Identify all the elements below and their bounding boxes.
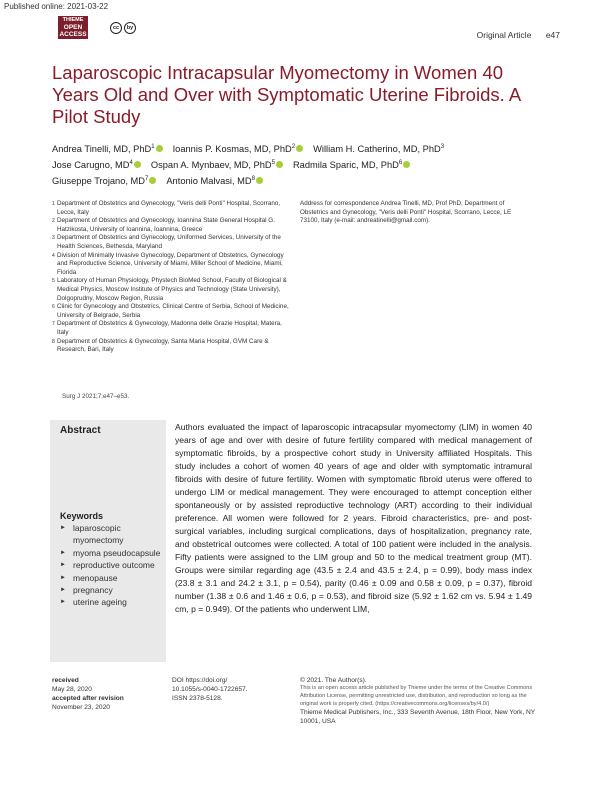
doi-line-2[interactable]: 10.1055/s-0040-1722657. xyxy=(172,686,248,693)
affiliation-item xyxy=(52,338,292,355)
author-affiliation-number: 4 xyxy=(129,160,133,167)
correspondence-label: Address for correspondence xyxy=(300,200,380,207)
keyword-item: ► myoma pseudocapsule xyxy=(60,547,164,559)
author-name: Radmila Sparic, MD, PhD xyxy=(292,160,399,171)
author-affiliation-number: 3 xyxy=(440,144,445,150)
citation: Surg J 2021;7:e47–e53. xyxy=(62,393,130,400)
copyright-block xyxy=(300,676,540,726)
author-name: Giuseppe Trojano, MD xyxy=(52,176,146,187)
orcid-icon[interactable] xyxy=(276,161,283,168)
affiliation-item xyxy=(52,234,292,251)
received-dates xyxy=(52,676,124,712)
cc-icon: cc xyxy=(110,22,122,34)
orcid-icon[interactable] xyxy=(134,161,141,168)
author-name: Ospan A. Mynbaev, MD, PhD xyxy=(150,160,272,171)
correspondence-text: Andrea Tinelli, MD, Prof PhD, Department of Obstetrics and Gynecology, "Veris delli Ponti" Hospital, Scorrano, Lecce, LE 73100, Italy (e-mail: andreatinelli@gmail.com). xyxy=(300,200,512,225)
orcid-icon[interactable] xyxy=(156,145,163,152)
author-list xyxy=(52,140,572,188)
affiliation-number: 2 xyxy=(52,218,55,225)
orcid-icon[interactable] xyxy=(296,145,303,152)
author-row xyxy=(52,172,572,188)
affiliation-number: 1 xyxy=(52,201,55,207)
accepted-date: November 23, 2020 xyxy=(52,704,110,711)
doi-block xyxy=(172,676,248,703)
keyword-item: ► laparoscopic myomectomy xyxy=(60,522,164,547)
accepted-label: accepted after revision xyxy=(52,695,124,702)
affiliation-text: Clinic for Gynecology and Obstetrics, Clinical Centre of Serbia, School of Medicine, University of Belgrade, Serbia xyxy=(57,303,289,319)
author-row xyxy=(52,140,572,156)
abstract-text: Authors evaluated the impact of laparoscopic intracapsular myomectomy (LIM) in women 40 years of age and over with desire of future fertility compared with medical management of symptomatic fibroids, by a prospective cohort study in University affiliated Hospitals. This study includes a cohort of women 40 years of age and older with symptomatic intramural fibroids with desire of future fertility. Women with symptomatic fibroid uterus were offered to undergo LIM or medical management. They were encouraged to attempt conception either spontaneously or by assisted reproductive technology (ART) according to their individual preference. All women were followed for 2 years. Fibroid characteristics, pre- and post-surgical variables, including surgical complications, days of hospitalization, pregnancy rate, and obstetrical outcomes were collected. A total of 100 patient were included in the analysis. Fifty patients were assigned to the LIM group and 50 to the medical treatment group (MT). Groups were similar regarding age (43.5 ± 2.4 and 43.5 ± 2.4, p = 0.99), body mass index (23.8 ± 3.1 and 24.2 ± 3.1, p = 0.54), parity (0.46 ± 0.09 and 0.58 ± 0.09, p = 0.37), fibroid number (1.38 ± 0.6 and 1.46 ± 0.6, p = 0.53), and fibroid size (5.92 ± 1.62 cm vs. 5.94 ± 1.49 cm, p = 0.949). Of the patients who underwent LIM, xyxy=(175,422,532,614)
received-label: received xyxy=(52,677,79,684)
received-date: May 28, 2020 xyxy=(52,686,92,693)
copyright-line: © 2021. The Author(s). xyxy=(300,677,367,684)
affiliation-item xyxy=(52,200,292,217)
affiliation-text: Department of Obstetrics & Gynecology, Santa Maria Hospital, GVM Care & Research, Bari, Italy xyxy=(57,337,269,354)
correspondence xyxy=(300,200,530,226)
author-affiliation-number: 5 xyxy=(271,160,275,167)
orcid-icon[interactable] xyxy=(149,177,156,184)
orcid-icon[interactable] xyxy=(256,177,263,184)
affiliation-text: Department of Obstetrics and Gynecology, "Veris delli Ponti" Hospital, Scorrano, Lecce, Italy xyxy=(57,200,281,216)
cc-license-icons xyxy=(110,22,136,34)
keyword-item: ► pregnancy xyxy=(60,584,164,596)
license-text: This is an open access article published by Thieme under the terms of the Creative Commons Attribution License, permitting unrestricted use, distribution, and reproduction so long as the original work is properly cited. (https://creativecommons.org/licenses/by/4.0/) xyxy=(300,685,533,707)
author-affiliation-number: 2 xyxy=(291,144,296,150)
affiliation-item xyxy=(52,320,292,337)
keyword-item: ► menopause xyxy=(60,572,164,584)
doi-line-1[interactable]: DOI https://doi.org/ xyxy=(172,677,228,684)
published-date: Published online: 2021-03-22 xyxy=(4,2,109,11)
affiliation-text: Division of Minimally Invasive Gynecology, Department of Obstetrics, Gynecology and Reproductive Science, University of Miami, Miller School of Medicine, Miami, Florida xyxy=(57,251,284,276)
running-header xyxy=(477,30,560,40)
affiliation-number: 8 xyxy=(52,338,55,345)
author-row xyxy=(52,156,572,172)
author-affiliation-number: 8 xyxy=(251,176,255,183)
logo-sub-text: OPEN ACCESS xyxy=(59,23,87,38)
author-name: Andrea Tinelli, MD, PhD xyxy=(52,144,152,155)
article-type: Original Article xyxy=(476,30,532,40)
affiliation-text: Department of Obstetrics & Gynecology, Madonna delle Grazie Hospital, Matera, Italy xyxy=(57,320,282,336)
issn: ISSN 2378-5128. xyxy=(172,695,223,702)
author-name: Ioannis P. Kosmas, MD, PhD xyxy=(172,144,292,155)
orcid-icon[interactable] xyxy=(403,161,410,168)
affiliation-number: 5 xyxy=(52,278,55,285)
cc-by-icon: by xyxy=(124,22,136,34)
thieme-logo xyxy=(58,16,88,39)
affiliation-text: Department of Obstetrics and Gynecology, Ioannina State General Hospital G. Hatzikosta, University of Ioannina, Ioannina, Greece xyxy=(57,217,275,233)
publisher-address: Thieme Medical Publishers, Inc., 333 Seventh Avenue, 18th Floor, New York, NY 10001, USA xyxy=(300,709,536,726)
abstract-heading: Abstract xyxy=(60,425,101,436)
author-name: William H. Catherino, MD, PhD xyxy=(313,144,441,155)
affiliation-item xyxy=(52,277,292,303)
author-name: Antonio Malvasi, MD xyxy=(166,176,252,187)
affiliations xyxy=(52,200,292,355)
affiliation-item xyxy=(52,252,292,278)
affiliation-number: 3 xyxy=(52,235,55,242)
affiliation-text: Department of Obstetrics and Gynecology, Uniformed Services, University of the Health Sciences, Bethesda, Maryland xyxy=(57,234,281,250)
logo-top-text: THIEME xyxy=(62,17,84,23)
affiliation-number: 7 xyxy=(52,321,55,328)
author-affiliation-number: 7 xyxy=(145,176,149,183)
affiliation-item xyxy=(52,303,292,320)
keywords-heading: Keywords xyxy=(60,511,104,521)
page-number: e47 xyxy=(545,30,560,40)
affiliation-number: 4 xyxy=(52,252,55,259)
author-name: Jose Carugno, MD xyxy=(52,160,130,171)
keyword-item: ► uterine ageing xyxy=(60,596,164,608)
affiliation-item xyxy=(52,217,292,234)
affiliation-text: Laboratory of Human Physiology, Phystech BioMed School, Faculty of Biological & Medical Physics, Moscow Institute of Physics and Technology (State University), Dolgoprudny, Moscow Region, Russia xyxy=(57,277,287,302)
author-affiliation-number: 6 xyxy=(398,160,403,167)
keyword-list xyxy=(60,522,164,609)
author-affiliation-number: 1 xyxy=(151,144,155,150)
affiliation-number: 6 xyxy=(52,304,55,311)
keyword-item: ► reproductive outcome xyxy=(60,559,164,571)
article-title: Laparoscopic Intracapsular Myomectomy in Women 40 Years Old and Over with Symptomatic Uterine Fibroids. A Pilot Study xyxy=(52,62,521,127)
